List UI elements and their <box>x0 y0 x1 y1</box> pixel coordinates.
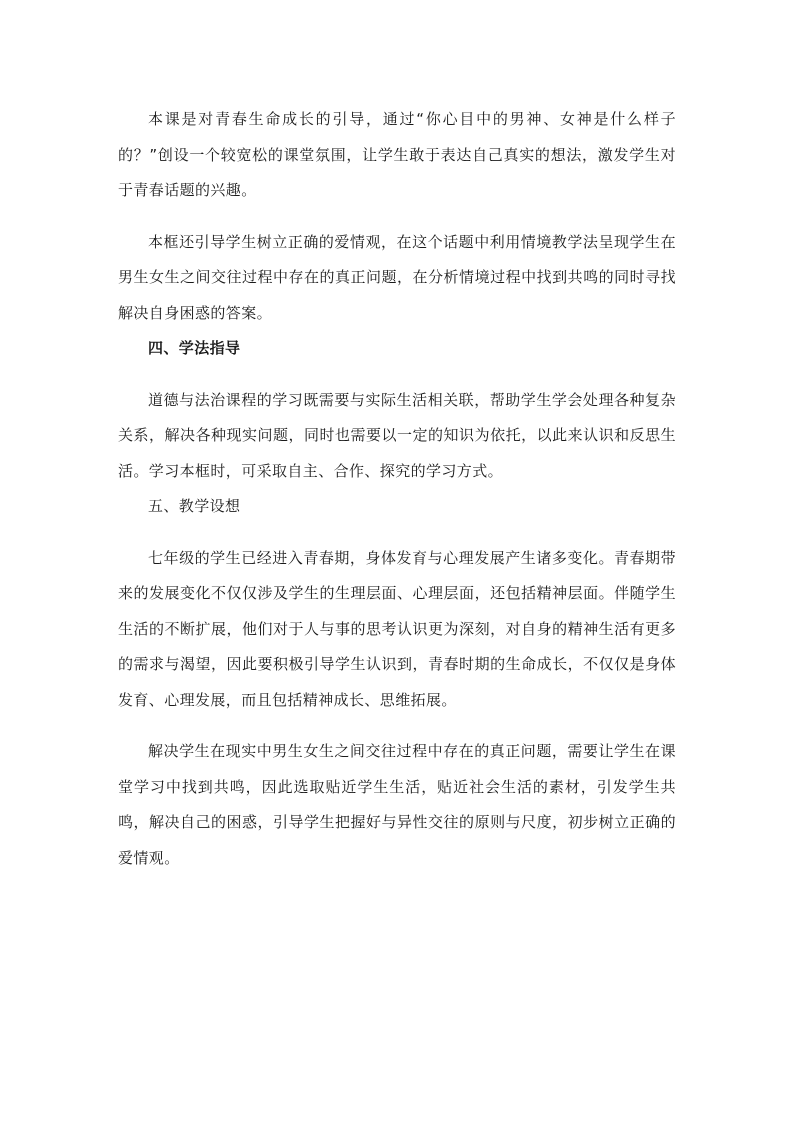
paragraph-adolescence: 七年级的学生已经进入青春期，身体发育与心理发展产生诸多变化。青春期带来的发展变化不仅仅涉及学生的生理层面、心理层面，还包括精神层面。伴随学生生活的不断扩展，他们对于人与事的思考认识更为深刻，对自身的精神生活有更多的需求与渴望，因此要积极引导学生认识到，青春时期的生命成长，不仅仅是身体发育、心理发展，而且包括精神成长、思维拓展。 <box>118 548 676 709</box>
paragraph-study-method: 道德与法治课程的学习既需要与实际生活相关联，帮助学生学会处理各种复杂关系，解决各种现实问题，同时也需要以一定的知识为依托，以此来认识和反思生活。学习本框时，可采取自主、合作、探究的学习方式。 <box>118 390 676 480</box>
document-body <box>118 102 676 876</box>
paragraph-solution: 解决学生在现实中男生女生之间交往过程中存在的真正问题，需要让学生在课堂学习中找到共鸣，因此选取贴近学生生活，贴近社会生活的素材，引发学生共鸣，解决自己的困惑，引导学生把握好与异性交往的原则与尺度，初步树立正确的爱情观。 <box>118 742 676 867</box>
paragraph-course-intro: 本课是对青春生命成长的引导，通过“你心目中的男神、女神是什么样子的？”创设一个较宽松的课堂氛围，让学生敢于表达自己真实的想法，激发学生对于青春话题的兴趣。 <box>118 110 676 199</box>
section-heading-teaching-plan: 五、教学设想 <box>148 497 241 515</box>
section-heading-study-guide: 四、学法指导 <box>148 339 241 357</box>
paragraph-love-view: 本框还引导学生树立正确的爱情观，在这个话题中利用情境教学法呈现学生在男生女生之间交往过程中存在的真正问题，在分析情境过程中找到共鸣的同时寻找解决自身困惑的答案。 <box>118 232 676 322</box>
